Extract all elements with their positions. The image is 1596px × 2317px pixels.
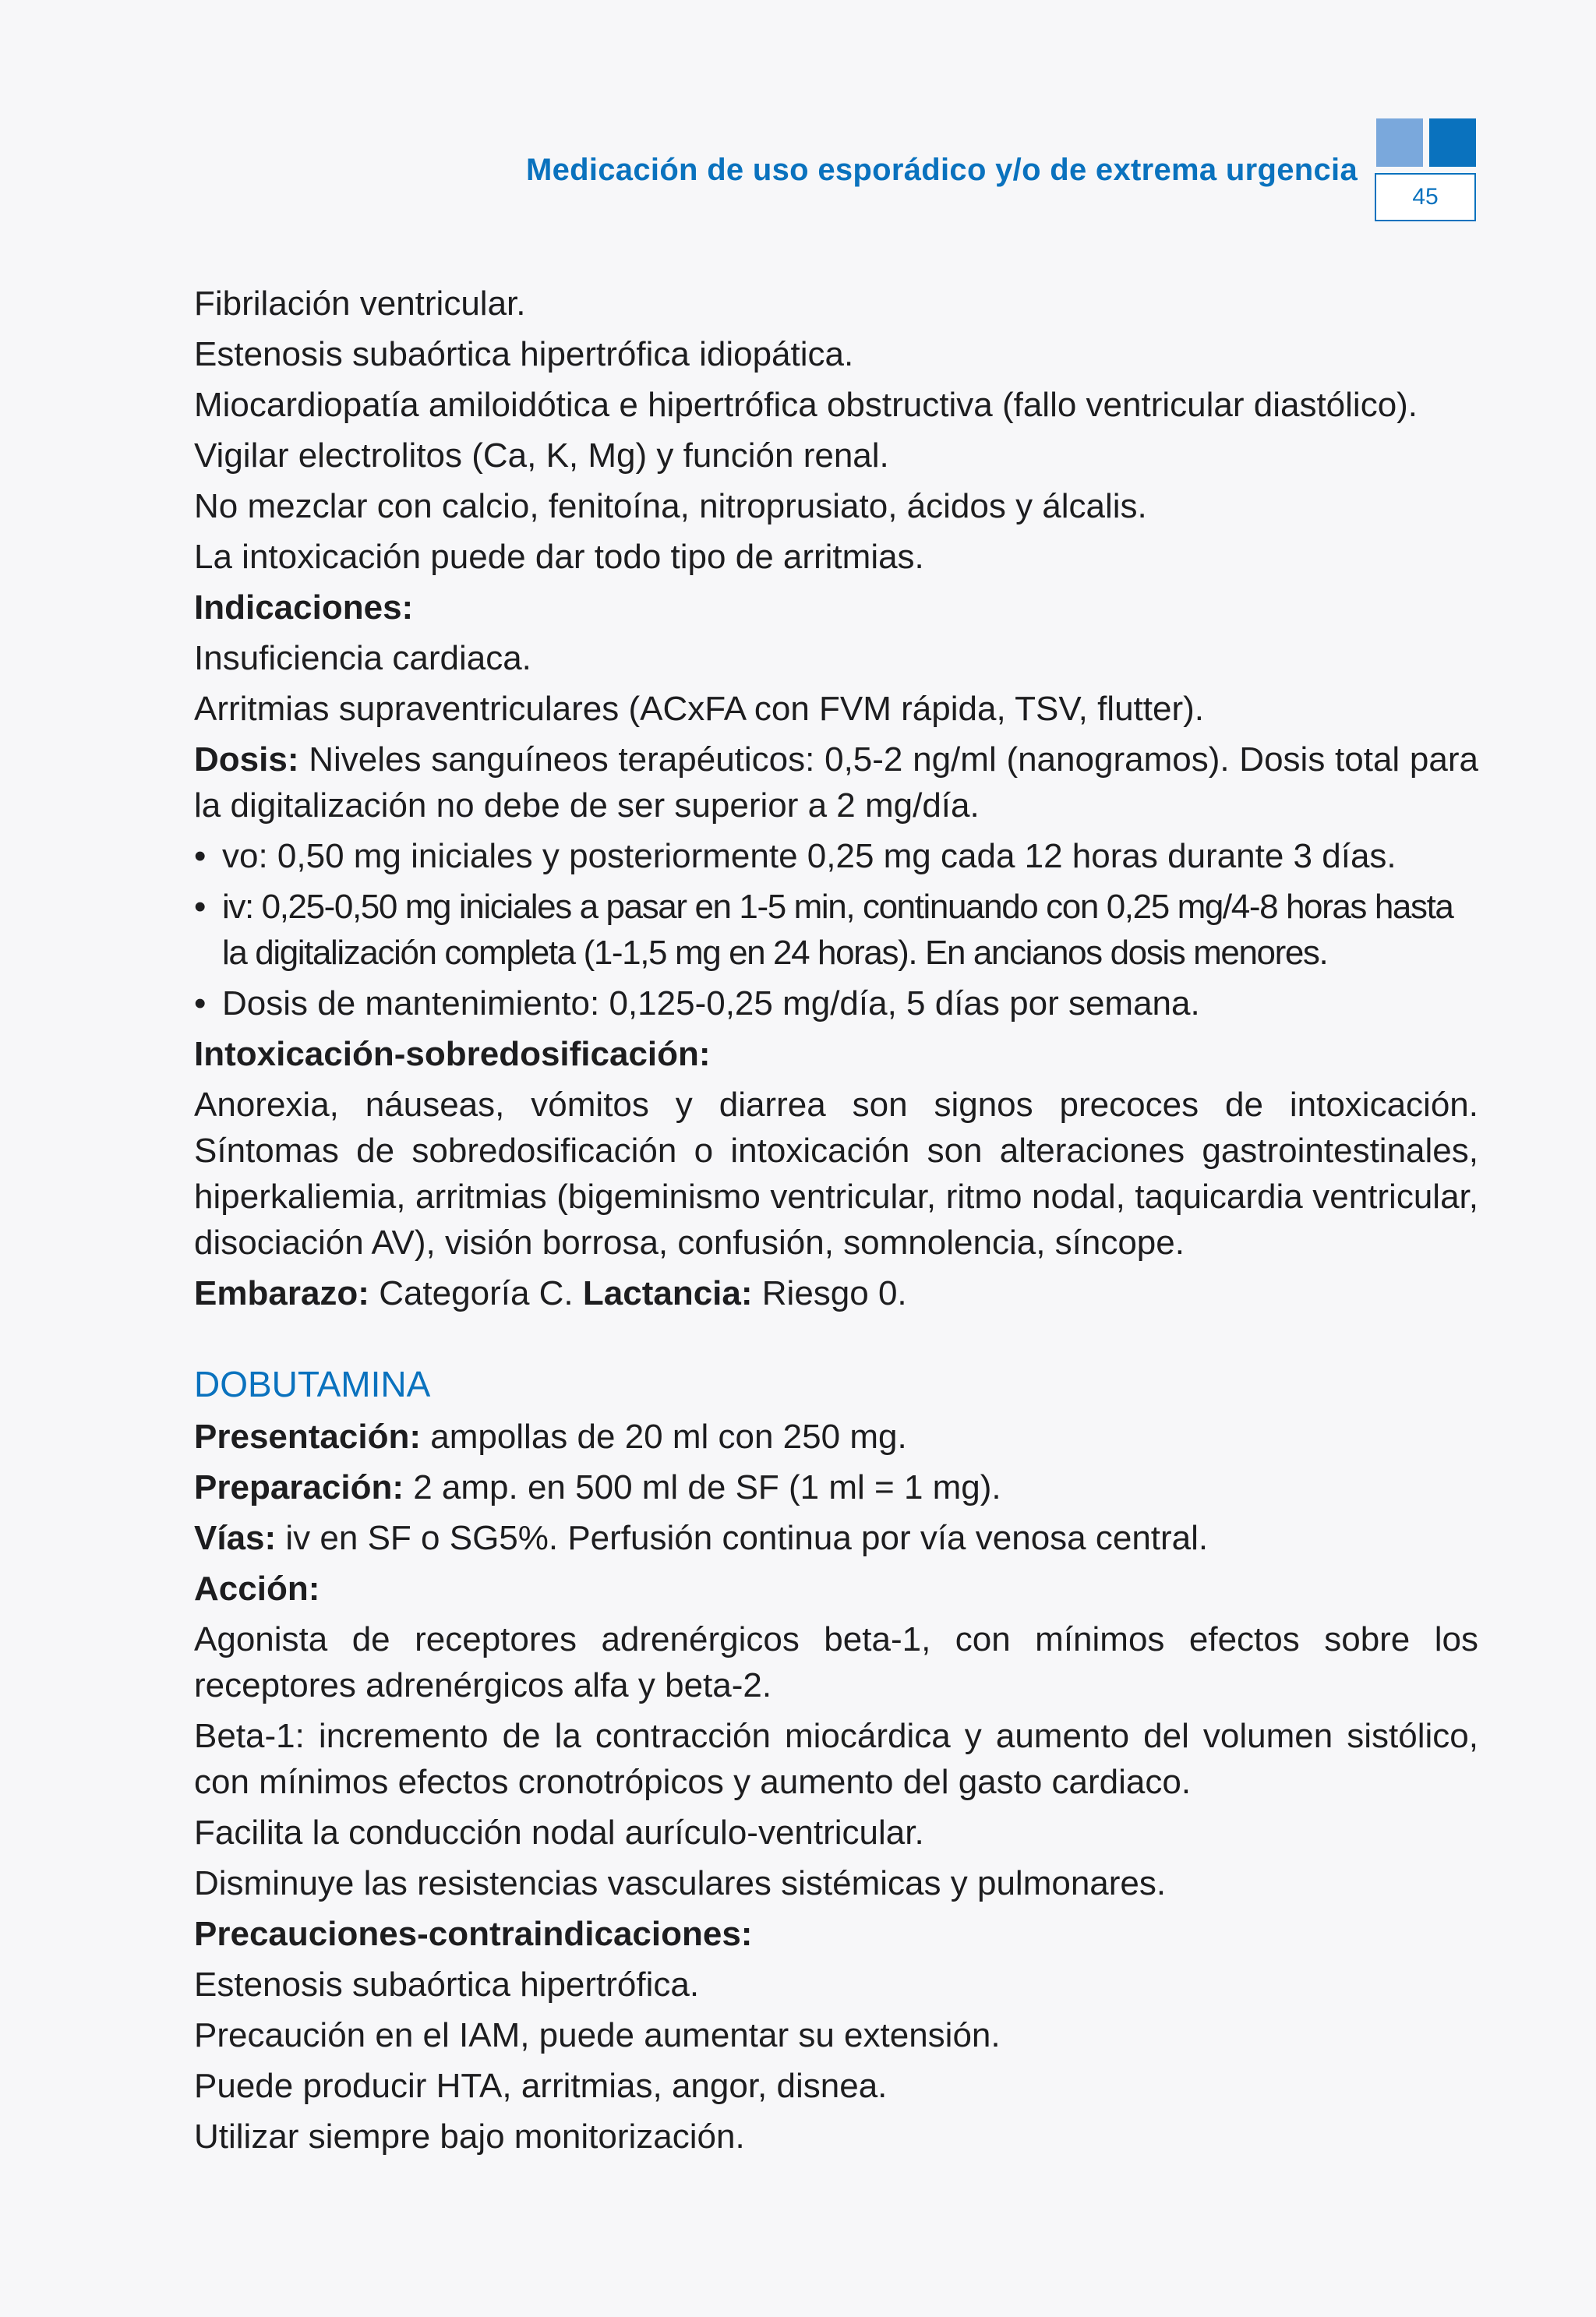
dosis-text: Niveles sanguíneos terapéuticos: 0,5-2 ng/ml (nanogramos). Dosis total para la digitalización no debe de ser superior a 2 mg/día. — [194, 740, 1478, 825]
decorative-square-dark — [1429, 118, 1476, 167]
dosis-paragraph — [194, 736, 1478, 828]
text-line: Utilizar siempre bajo monitorización. — [194, 2117, 745, 2156]
lactancia-label: Lactancia: — [582, 1274, 753, 1312]
preparacion-line — [194, 1464, 1478, 1510]
list-item — [194, 980, 1478, 1026]
text-line: La intoxicación puede dar todo tipo de arritmias. — [194, 538, 924, 576]
drug-title: DOBUTAMINA — [194, 1364, 431, 1404]
decorative-square-light — [1376, 118, 1423, 167]
text-line: Agonista de receptores adrenérgicos beta-1, con mínimos efectos sobre los receptores adrenérgicos alfa y beta-2. — [194, 1620, 1478, 1704]
text-line: Puede producir HTA, arritmias, angor, disnea. — [194, 2067, 888, 2105]
text-line: Vigilar electrolitos (Ca, K, Mg) y función renal. — [194, 436, 889, 475]
text-line: Beta-1: incremento de la contracción miocárdica y aumento del volumen sistólico, con mínimos efectos cronotrópicos y aumento del gasto cardiaco. — [194, 1717, 1478, 1801]
page-body — [194, 281, 1478, 2164]
preparacion-text: 2 amp. en 500 ml de SF (1 ml = 1 mg). — [413, 1468, 1001, 1506]
embarazo-lactancia-line — [194, 1270, 1478, 1316]
bullet-marker: • — [194, 984, 207, 1023]
lactancia-text: Riesgo 0. — [761, 1274, 907, 1312]
section-heading-indicaciones: Indicaciones: — [194, 588, 414, 627]
text-line: Precaución en el IAM, puede aumentar su extensión. — [194, 2016, 1001, 2054]
section-heading-accion: Acción: — [194, 1570, 320, 1608]
section-heading-intoxicacion: Intoxicación-sobredosificación: — [194, 1035, 711, 1073]
text-line: Estenosis subaórtica hipertrófica idiopática. — [194, 335, 854, 373]
text-line: No mezclar con calcio, fenitoína, nitroprusiato, ácidos y álcalis. — [194, 487, 1147, 525]
preparacion-label: Preparación: — [194, 1468, 404, 1506]
text-line: Miocardiopatía amiloidótica e hipertrófica obstructiva (fallo ventricular diastólico). — [194, 386, 1418, 424]
section-title: Medicación de uso esporádico y/o de extrema urgencia — [525, 153, 1358, 187]
presentacion-label: Presentación: — [194, 1418, 421, 1456]
text-line: Estenosis subaórtica hipertrófica. — [194, 1966, 700, 2004]
section-heading-precauciones: Precauciones-contraindicaciones: — [194, 1915, 753, 1953]
presentacion-line — [194, 1414, 1478, 1460]
list-item — [194, 884, 1478, 976]
text-line: Fibrilación ventricular. — [194, 284, 526, 323]
vias-line — [194, 1515, 1478, 1561]
text-line: Disminuye las resistencias vasculares sistémicas y pulmonares. — [194, 1864, 1167, 1902]
text-line: Insuficiencia cardiaca. — [194, 639, 531, 677]
bullet-text: iv: 0,25-0,50 mg iniciales a pasar en 1-5 min, continuando con 0,25 mg/4-8 horas hasta la digitalización completa (1-1,5 mg en 24 horas). En ancianos dosis menores. — [222, 888, 1453, 972]
bullet-text: Dosis de mantenimiento: 0,125-0,25 mg/día, 5 días por semana. — [222, 984, 1200, 1023]
page-number: 45 — [1375, 173, 1476, 221]
text-line: Facilita la conducción nodal aurículo-ventricular. — [194, 1814, 924, 1852]
bullet-marker: • — [194, 837, 207, 875]
text-line: Arritmias supraventriculares (ACxFA con FVM rápida, TSV, flutter). — [194, 690, 1205, 728]
dosis-label: Dosis: — [194, 740, 299, 779]
vias-label: Vías: — [194, 1519, 277, 1557]
presentacion-text: ampollas de 20 ml con 250 mg. — [430, 1418, 907, 1456]
intoxicacion-paragraph: Anorexia, náuseas, vómitos y diarrea son signos precoces de intoxicación. Síntomas de sobredosificación o intoxicación son alteraciones gastrointestinales, hiperkaliemia, arritmias (bigeminismo ventricular, ritmo nodal, taquicardia ventricular, disociación AV), visión borrosa, confusión, somnolencia, síncope. — [194, 1086, 1478, 1262]
bullet-marker: • — [194, 888, 207, 926]
vias-text: iv en SF o SG5%. Perfusión continua por vía venosa central. — [285, 1519, 1209, 1557]
list-item — [194, 833, 1478, 879]
bullet-text: vo: 0,50 mg iniciales y posteriormente 0,25 mg cada 12 horas durante 3 días. — [222, 837, 1396, 875]
embarazo-text: Categoría C. — [379, 1274, 574, 1312]
embarazo-label: Embarazo: — [194, 1274, 369, 1312]
